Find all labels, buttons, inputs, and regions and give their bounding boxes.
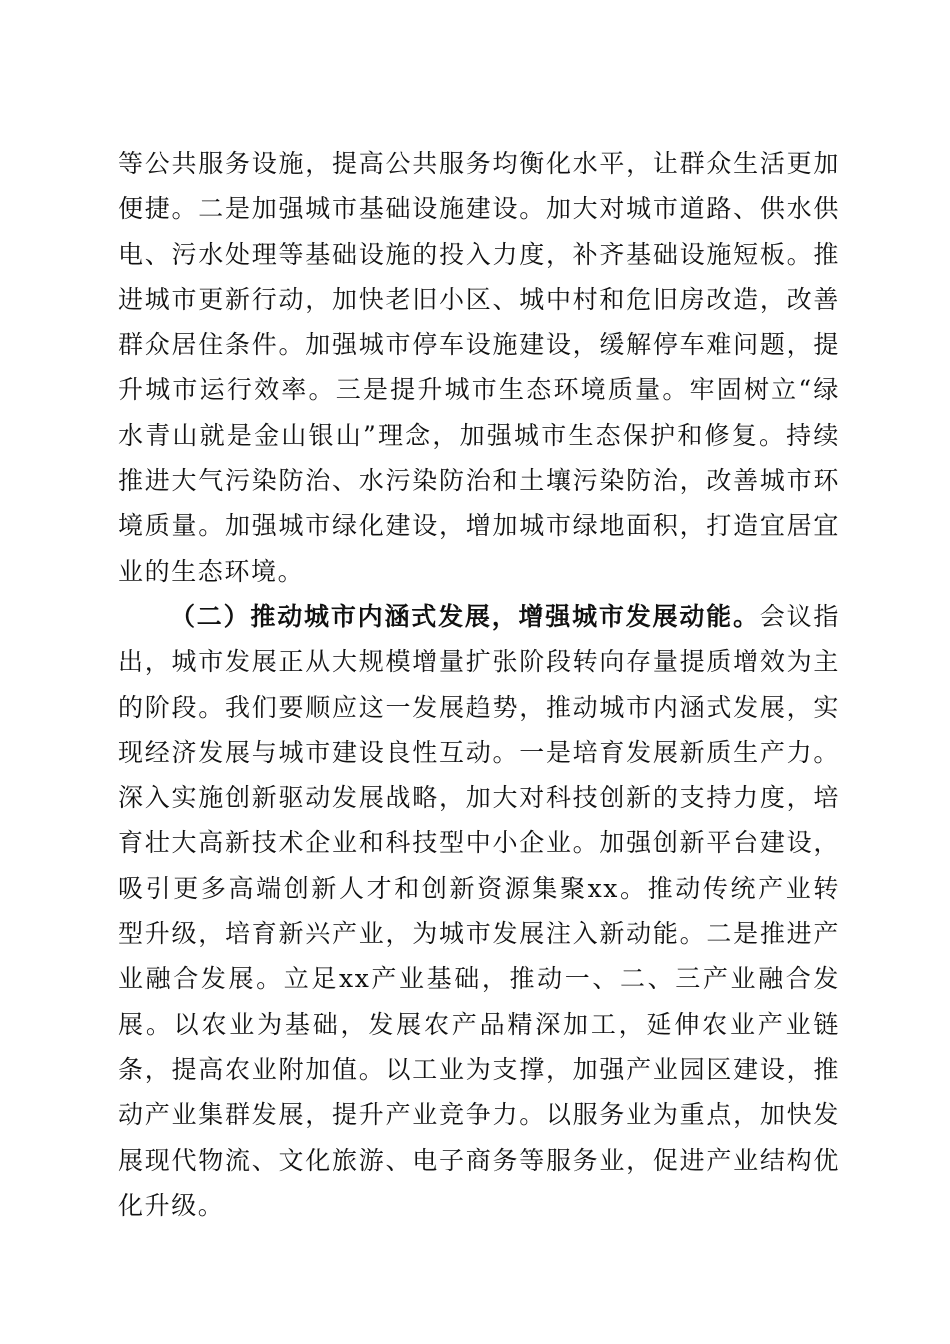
paragraph-section-2 xyxy=(118,594,840,1228)
paragraph-continuation xyxy=(118,141,840,594)
paragraph-1-text: 等公共服务设施，提高公共服务均衡化水平，让群众生活更加便捷。二是加强城市基础设施建设。加大对城市道路、供水供电、污水处理等基础设施的投入力度，补齐基础设施短板。推进城市更新行动，加快老旧小区、城中村和危旧房改造，改善群众居住条件。加强城市停车设施建设，缓解停车难问题，提升城市运行效率。三是提升城市生态环境质量。牢固树立“绿水青山就是金山银山”理念，加强城市生态保护和修复。持续推进大气污染防治、水污染防治和土壤污染防治，改善城市环境质量。加强城市绿化建设，增加城市绿地面积，打造宜居宜业的生态环境。 xyxy=(118,149,840,586)
document-page xyxy=(118,141,840,1228)
section-2-heading: （二）推动城市内涵式发展，增强城市发展动能。 xyxy=(170,601,760,631)
paragraph-2-text: 会议指出，城市发展正从大规模增量扩张阶段转向存量提质增效为主的阶段。我们要顺应这一发展趋势，推动城市内涵式发展，实现经济发展与城市建设良性互动。一是培育发展新质生产力。深入实施创新驱动发展战略，加大对科技创新的支持力度，培育壮大高新技术企业和科技型中小企业。加强创新平台建设，吸引更多高端创新人才和创新资源集聚xx。推动传统产业转型升级，培育新兴产业，为城市发展注入新动能。二是推进产业融合发展。立足xx产业基础，推动一、二、三产业融合发展。以农业为基础，发展农产品精深加工，延伸农业产业链条，提高农业附加值。以工业为支撑，加强产业园区建设，推动产业集群发展，提升产业竞争力。以服务业为重点，加快发展现代物流、文化旅游、电子商务等服务业，促进产业结构优化升级。 xyxy=(118,601,840,1220)
